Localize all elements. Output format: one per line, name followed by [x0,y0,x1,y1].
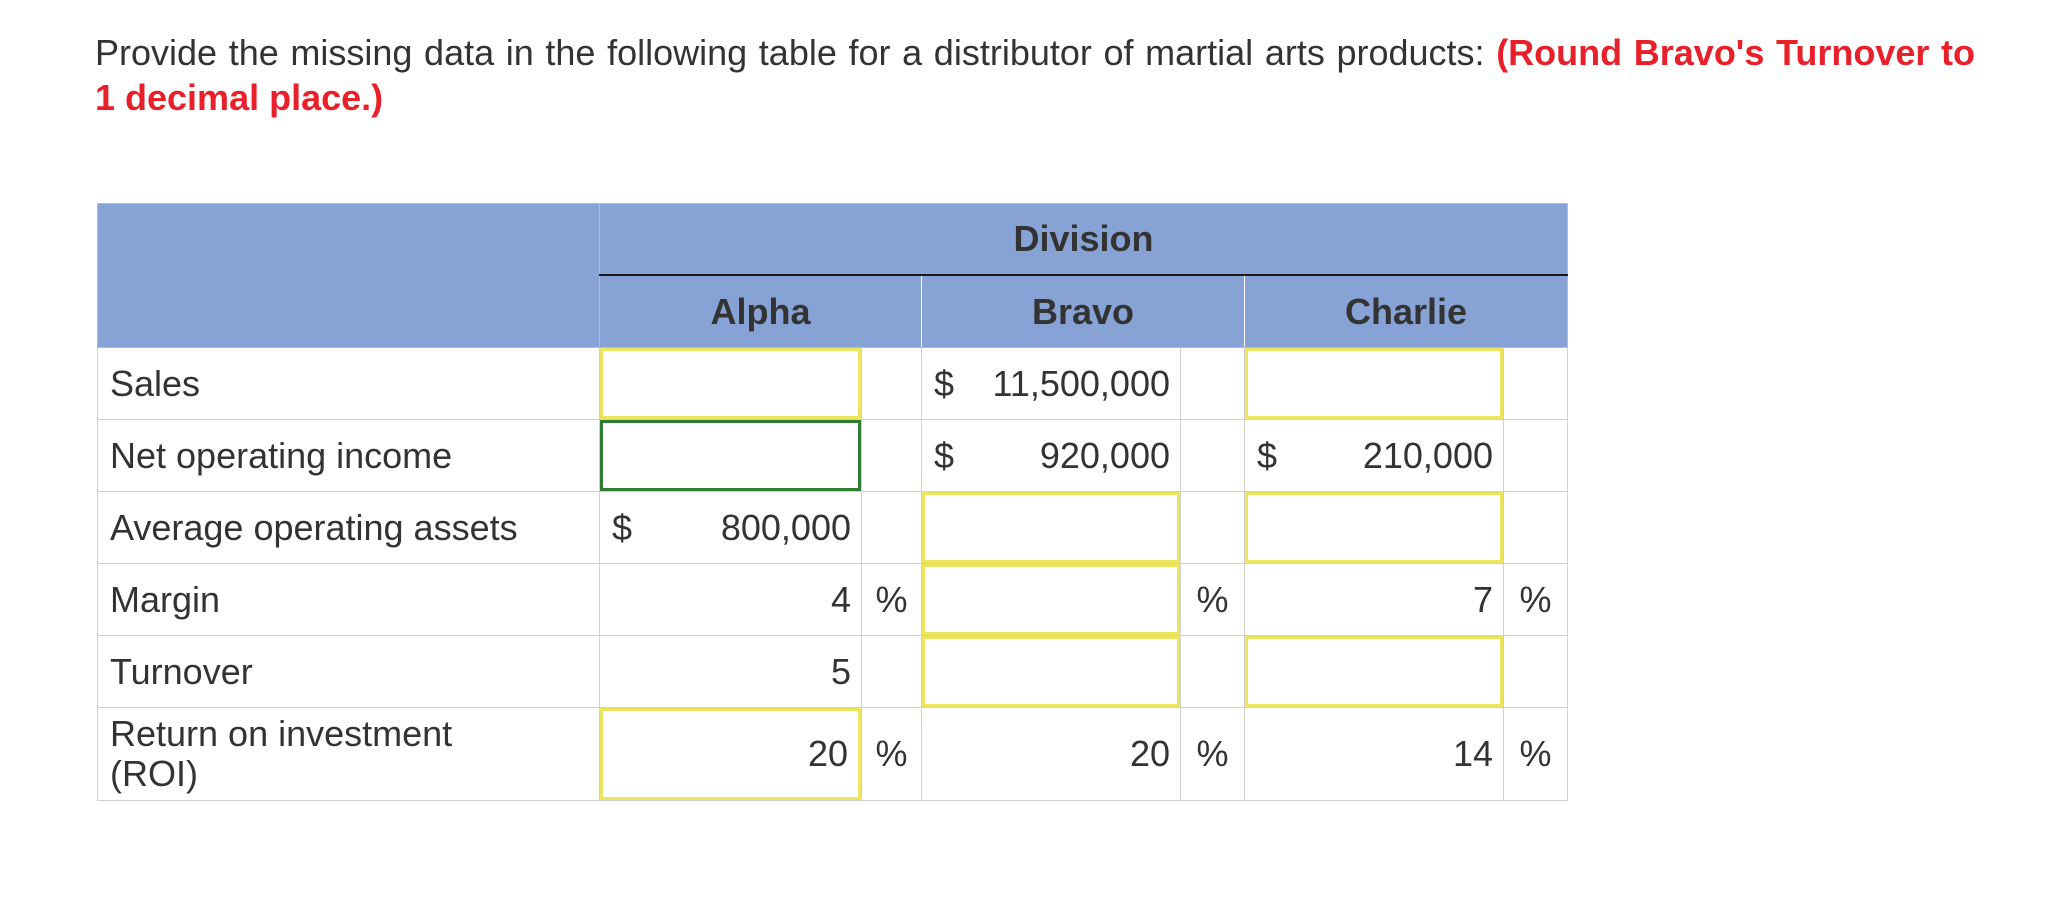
alpha-noi-input[interactable] [600,420,861,491]
bravo-noi-value: 920,000 [1039,434,1170,476]
bravo-noi-cell [922,420,1181,492]
charlie-margin-value: 7 [1245,564,1504,636]
charlie-turnover-input[interactable] [1245,636,1503,707]
charlie-turnover-cell [1245,636,1504,708]
charlie-roi-value: 14 [1245,708,1504,801]
rounding-instruction: (Round Bravo's Turnover to 1 decimal place.) [95,32,1975,118]
alpha-assets-unit [862,492,922,564]
row-label-roi [98,708,600,801]
table-row-noi [98,420,1568,492]
question-text [95,30,1975,120]
charlie-sales-unit [1504,348,1568,420]
charlie-sales-cell [1245,348,1504,420]
table-row-margin [98,564,1568,636]
alpha-assets-dollar: $ [612,506,633,548]
alpha-turnover-unit [862,636,922,708]
bravo-roi-value: 20 [922,708,1181,801]
row-label-margin: Margin [98,564,600,636]
bravo-sales-dollar: $ [934,362,955,404]
division-header: Division [600,204,1568,276]
column-header-charlie: Charlie [1245,275,1568,348]
alpha-margin-value: 4 [600,564,862,636]
alpha-margin-unit: % [862,564,922,636]
charlie-noi-unit [1504,420,1568,492]
charlie-turnover-unit [1504,636,1568,708]
charlie-noi-cell [1245,420,1504,492]
alpha-roi-input[interactable]: 20 [600,708,861,800]
alpha-turnover-value: 5 [600,636,862,708]
bravo-noi-dollar: $ [934,434,955,476]
header-row-division [98,204,1568,276]
alpha-noi-cell [600,420,862,492]
charlie-margin-unit: % [1504,564,1568,636]
row-label-sales: Sales [98,348,600,420]
charlie-assets-unit [1504,492,1568,564]
charlie-roi-unit: % [1504,708,1568,801]
alpha-sales-unit [862,348,922,420]
bravo-margin-cell [922,564,1181,636]
charlie-sales-input[interactable] [1245,348,1503,419]
table-row-assets [98,492,1568,564]
charlie-noi-value: 210,000 [1362,434,1493,476]
division-table [97,203,1568,801]
bravo-assets-input[interactable] [922,492,1180,563]
alpha-sales-cell [600,348,862,420]
charlie-noi-dollar: $ [1257,434,1278,476]
table-row-sales [98,348,1568,420]
alpha-roi-cell [600,708,862,801]
column-header-bravo: Bravo [922,275,1245,348]
bravo-sales-value: 11,500,000 [992,362,1170,404]
row-label-assets: Average operating assets [98,492,600,564]
row-label-noi: Net operating income [98,420,600,492]
bravo-margin-input[interactable] [922,564,1180,635]
bravo-sales-cell [922,348,1181,420]
table-row-roi [98,708,1568,801]
bravo-margin-unit: % [1181,564,1245,636]
bravo-turnover-input[interactable] [922,636,1180,707]
charlie-assets-cell [1245,492,1504,564]
bravo-noi-unit [1181,420,1245,492]
bravo-assets-unit [1181,492,1245,564]
row-label-roi-line1: Return on investment [110,713,453,754]
alpha-assets-value: 800,000 [720,506,851,548]
bravo-turnover-cell [922,636,1181,708]
row-label-turnover: Turnover [98,636,600,708]
bravo-roi-unit: % [1181,708,1245,801]
alpha-sales-input[interactable] [600,348,861,419]
header-blank [98,204,600,348]
charlie-assets-input[interactable] [1245,492,1503,563]
column-header-alpha: Alpha [600,275,922,348]
question-body: Provide the missing data in the following table for a distributor of martial arts products: [95,32,1497,73]
table-row-turnover [98,636,1568,708]
bravo-sales-unit [1181,348,1245,420]
alpha-assets-cell [600,492,862,564]
bravo-turnover-unit [1181,636,1245,708]
bravo-assets-cell [922,492,1181,564]
row-label-roi-line2: (ROI) [110,753,198,794]
alpha-roi-unit: % [862,708,922,801]
alpha-noi-unit [862,420,922,492]
